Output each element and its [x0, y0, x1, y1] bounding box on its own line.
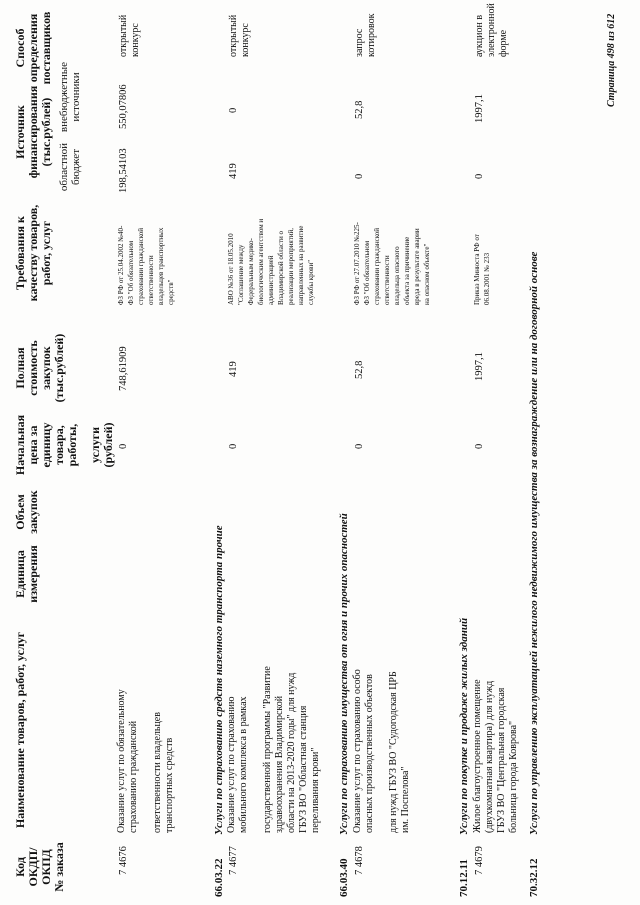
header-line: Источник [13, 105, 27, 159]
header-volume-text: Объем закупок [13, 490, 40, 534]
row-name [226, 603, 322, 833]
row-name [472, 603, 520, 833]
req-line: ответственности [383, 255, 391, 305]
row-full-cost: 419 [228, 361, 239, 377]
header-line: товара, [52, 425, 66, 465]
name-line: (двухкомнатная квартира) для нужд [484, 680, 495, 833]
header-source [14, 77, 53, 187]
header-line: услуги [88, 426, 102, 464]
req-line: вреда в результате аварии [413, 228, 421, 305]
row-method [228, 1, 252, 57]
header-line: Требования к [13, 216, 27, 290]
method-line: открытый [118, 14, 129, 57]
row-requirements [116, 189, 176, 305]
req-line: реализации мероприятий, [287, 227, 295, 305]
req-line: ФЗ "Об обязательном [127, 240, 135, 305]
name-line: для нужд ГБУЗ ВО "Судогодская ЦРБ [388, 671, 399, 833]
row-regional: 0 [474, 173, 485, 179]
req-line: ФЗ РФ от 27.07.2010 №225- [353, 222, 361, 305]
row-full-cost: 52,8 [354, 360, 365, 379]
req-line: ФЗ РФ от 25.04.2002 №40- [117, 225, 125, 305]
method-line: электронной [486, 3, 497, 57]
name-gap [250, 603, 262, 833]
row-number: 7 4677 [228, 846, 239, 875]
req-line: 06.08.2001 № 233 [483, 252, 491, 305]
name-line: Оказание услуг по обязательному [116, 689, 127, 833]
section-code: 66.03.22 [213, 858, 225, 897]
req-line: ответственности [147, 255, 155, 305]
header-unit-text: Единица измерения [13, 545, 40, 603]
section-title: Услуги по управлению эксплуатацией нежилого недвижимого имущества за вознаграждение или на договорной основе [528, 251, 540, 835]
header-name-text: Наименование товаров, работ, услуг [13, 631, 27, 829]
name-line: Жилое благоустроенное помещение [472, 679, 483, 833]
req-line: средств" [167, 279, 175, 305]
name-line: мобильного комплекса в рамках [238, 696, 249, 833]
header-line: поставщиков [39, 11, 53, 85]
header-line: цена за [26, 425, 40, 465]
row-name [116, 603, 176, 833]
row-extrabudget: 0 [228, 107, 239, 113]
row-method [474, 0, 510, 57]
header-name [14, 625, 27, 835]
name-line: Оказание услуг по страхованию [226, 696, 237, 833]
name-line: Оказание услуг по страхованию особо [352, 669, 363, 833]
row-number: 7 4679 [474, 846, 485, 875]
header-line: работ, услуг [39, 220, 53, 286]
section-code: 66.03.40 [338, 858, 350, 897]
section-code: 70.32.12 [528, 858, 540, 897]
method-line: открытый [228, 14, 239, 57]
section-title: Услуги по страхованию имущества от огня и прочих опасностей [338, 513, 350, 835]
row-full-cost: 748,61909 [118, 346, 129, 391]
method-line: конкурс [240, 23, 251, 57]
name-line: им. Поспелова" [400, 766, 411, 833]
row-requirements [352, 185, 432, 305]
row-start-price: 0 [474, 443, 485, 449]
header-code-line: ОКПД [39, 849, 53, 885]
header-code-line: ОКДП/ [26, 847, 40, 887]
header-volume [14, 487, 40, 537]
name-line: страхованию гражданской [128, 720, 139, 833]
row-regional: 419 [228, 163, 239, 179]
name-line: транспортных средств [164, 737, 175, 833]
header-line: единицу [39, 422, 53, 468]
req-line: Приказ Минюста РФ от [473, 234, 481, 305]
row-regional: 198,54103 [118, 148, 129, 193]
name-line: опасных производственных объектов [364, 674, 375, 833]
header-full-cost [14, 331, 66, 405]
header-code-line: № заказа [52, 842, 66, 892]
header-unit [14, 541, 40, 607]
header-line: Начальная [13, 414, 27, 476]
row-start-price: 0 [228, 443, 239, 449]
header-line: бюджет [70, 149, 82, 185]
header-line: стоимость [26, 340, 40, 396]
req-line: на опасном объекте" [423, 243, 431, 305]
header-source-regional [58, 135, 82, 199]
req-line: "Соглашение между [237, 244, 245, 305]
req-line: Федеральным медико- [247, 238, 255, 305]
header-line: работы, [65, 423, 79, 467]
header-line: определения [26, 13, 40, 83]
req-line: владельцев транспортных [157, 227, 165, 305]
req-line: АВО №36 от 18.05.2010 [227, 233, 235, 305]
req-line: ФЗ "Об обязательном [363, 240, 371, 305]
req-line: страховании гражданской [137, 227, 145, 305]
name-line: ответственности владельцев [152, 712, 163, 833]
header-line: качеству товаров, [26, 204, 40, 302]
req-line: администрацией [267, 255, 275, 305]
method-line: аукцион в [474, 14, 485, 57]
header-line: финансирования [26, 85, 40, 179]
header-requirements [14, 193, 53, 313]
name-line: переливания крови" [310, 747, 321, 833]
header-line: закупок [39, 346, 53, 390]
header-line: (тыс.рублей) [52, 333, 66, 403]
req-line: биологическим агентством и [257, 218, 265, 305]
header-method [14, 7, 53, 89]
header-line: источники [70, 72, 82, 122]
req-line: объекта за причинение [403, 236, 411, 305]
row-start-price: 0 [354, 443, 365, 449]
row-regional: 0 [354, 173, 365, 179]
header-line: (тыс.рублей) [39, 97, 53, 167]
name-line: области на 2013-2020 годы" для нужд [286, 672, 297, 833]
name-line: здравоохранения Владимирской [274, 695, 285, 833]
row-number: 7 4678 [354, 846, 365, 875]
header-line: Полная [13, 347, 27, 389]
req-line: направленных на развитие [297, 225, 305, 305]
method-line: котировок [366, 13, 377, 57]
row-number: 7 4676 [118, 846, 129, 875]
name-line: ГБУЗ ВО "Центральная городская [496, 687, 507, 833]
method-line: конкурс [130, 23, 141, 57]
header-code [14, 837, 66, 897]
row-start-price: 0 [118, 443, 129, 449]
header-line: (рублей) [101, 422, 115, 468]
section-title: Услуги по покупке и продаже жилых зданий [458, 617, 470, 835]
name-line: ГБУЗ ВО "Областная станция [298, 705, 309, 833]
name-line: государственной программы "Развитие [262, 666, 273, 833]
header-line: областной [58, 142, 70, 192]
row-extrabudget: 550,07806 [118, 84, 129, 129]
page-number-label: Страница 498 из 612 [606, 13, 617, 107]
name-gap [140, 603, 152, 833]
req-line: Владимирской области о [277, 230, 285, 305]
section-code: 70.12.11 [458, 859, 470, 897]
row-extrabudget: 1997,1 [474, 94, 485, 123]
method-line: форме [498, 29, 509, 57]
row-full-cost: 1997,1 [474, 352, 485, 381]
method-line: запрос [354, 28, 365, 57]
req-line: страховании гражданской [373, 227, 381, 305]
req-line: владельца опасного [393, 246, 401, 305]
row-name [352, 603, 412, 833]
header-start-price [14, 409, 115, 481]
header-line: Способ [13, 28, 27, 68]
row-extrabudget: 52,8 [354, 100, 365, 119]
name-gap [376, 603, 388, 833]
header-code-line: Код [13, 857, 27, 877]
section-title: Услуги по страхованию средств наземного транспорта прочие [213, 525, 225, 835]
header-source-extrabudget [58, 59, 82, 135]
name-line: больница города Коврова" [508, 720, 519, 833]
row-method [118, 1, 142, 57]
row-requirements [472, 185, 492, 305]
header-line: внебюджетные [58, 61, 70, 133]
row-method [354, 0, 378, 57]
req-line: службы крови" [307, 259, 315, 305]
row-requirements [226, 185, 316, 305]
